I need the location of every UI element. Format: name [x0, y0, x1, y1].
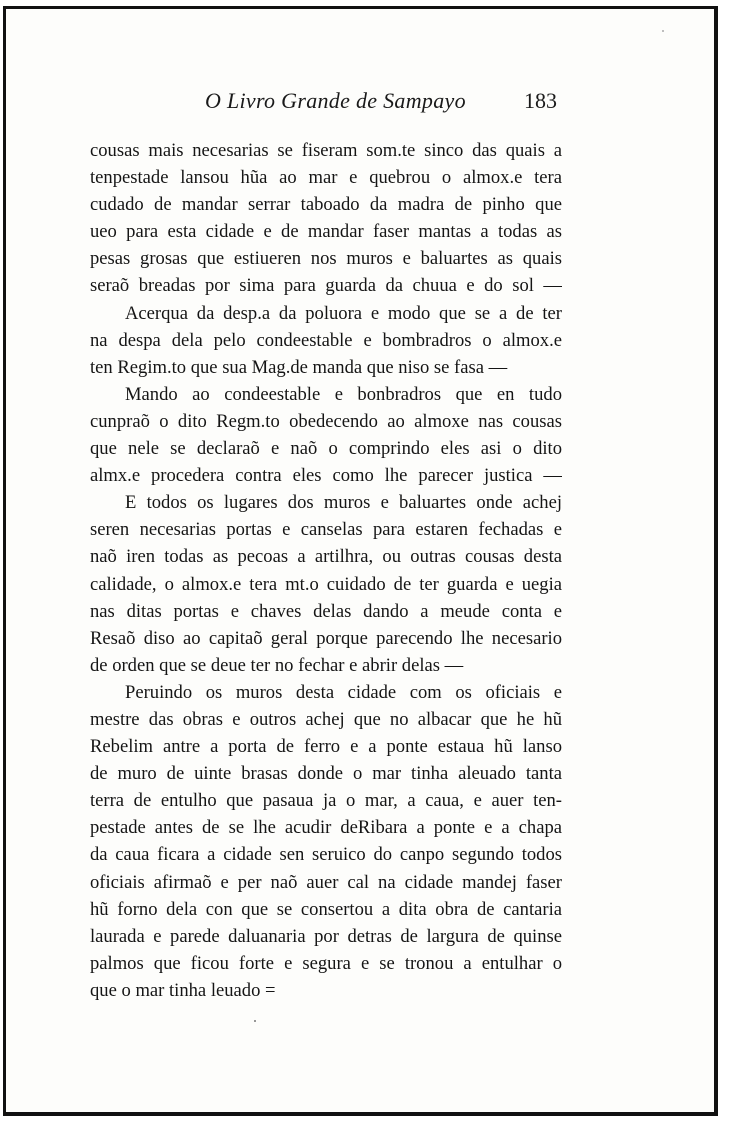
text-line: de orden que se deue ter no fechar e abrir delas —	[90, 654, 464, 676]
text-line: cousas mais necesarias se fiseram som.te sinco das quais a	[90, 140, 562, 161]
text-line: seren necesarias portas e canselas para estaren fechadas e	[90, 519, 562, 541]
text-line: Rebelim antre a porta de ferro e a ponte estaua hũ lanso	[90, 736, 562, 758]
paragraph	[90, 679, 562, 1004]
running-title: O Livro Grande de Sampayo	[205, 88, 466, 113]
text-line: seraõ breadas por sima para guarda da chuua e do sol —	[90, 275, 562, 297]
text-line: naõ iren todas as pecoas a artilhra, ou outras cousas desta	[90, 546, 562, 568]
text-line: tenpestade lansou hũa ao mar e quebrou o almox.e tera	[90, 167, 562, 189]
text-line: que nele se declaraõ e naõ o comprindo eles asi o dito	[90, 438, 562, 460]
text-line: ueo para esta cidade e de mandar faser mantas a todas as	[90, 221, 562, 243]
text-line: cunpraõ o dito Regm.to obedecendo ao almoxe nas cousas	[90, 410, 562, 432]
text-line: almx.e procedera contra eles como lhe parecer justica —	[90, 465, 562, 487]
page-number: 183	[524, 88, 557, 113]
paper-speck	[662, 30, 664, 32]
text-line: hũ forno dela con que se consertou a dita obra de cantaria	[90, 898, 562, 920]
text-line: pestade antes de se lhe acudir deRibara a ponte e a chapa	[90, 817, 562, 839]
text-line: Resaõ diso ao capitaõ geral porque parecendo lhe necesario	[90, 627, 562, 649]
text-line: cudado de mandar serrar taboado da madra de pinho que	[90, 194, 562, 216]
paragraph	[90, 137, 562, 300]
text-line: terra de entulho que pasaua ja o mar, a caua, e auer ten-	[90, 790, 562, 812]
paragraph	[90, 381, 562, 489]
text-line: da caua ficara a cidade sen seruico do canpo segundo todos	[90, 844, 562, 866]
paragraph	[90, 489, 562, 679]
text-line: mestre das obras e outros achej que no albacar que he hũ	[90, 708, 562, 730]
text-line: oficiais afirmaõ e per naõ auer cal na cidade mandej faser	[90, 871, 562, 893]
text-line: nas ditas portas e chaves delas dando a meude conta e	[90, 600, 562, 622]
text-line: ten Regim.to que sua Mag.de manda que niso se fasa —	[90, 356, 508, 378]
text-line: na despa dela pelo condeestable e bombradros o almox.e	[90, 329, 562, 351]
text-line: pesas grosas que estiueren nos muros e baluartes as quais	[90, 248, 562, 270]
text-line: calidade, o almox.e tera mt.o cuidado de ter guarda e uegia	[90, 573, 562, 595]
paragraph	[90, 300, 562, 381]
body-text	[90, 137, 562, 1004]
text-line: de muro de uinte brasas donde o mar tinha aleuado tanta	[90, 763, 562, 785]
text-line: laurada e parede daluanaria por detras de largura de quinse	[90, 925, 562, 947]
text-line: Peruindo os muros desta cidade com os oficiais e	[125, 681, 562, 703]
text-line: palmos que ficou forte e segura e se tronou a entulhar o	[90, 952, 562, 974]
page-header	[0, 88, 730, 120]
text-line: Acerqua da desp.a da poluora e modo que se a de ter	[125, 302, 562, 324]
text-line: E todos os lugares dos muros e baluartes onde achej	[125, 492, 562, 514]
text-line: Mando ao condeestable e bonbradros que en tudo	[125, 383, 562, 405]
text-line: que o mar tinha leuado =	[90, 979, 276, 1001]
paper-speck	[254, 1020, 256, 1022]
